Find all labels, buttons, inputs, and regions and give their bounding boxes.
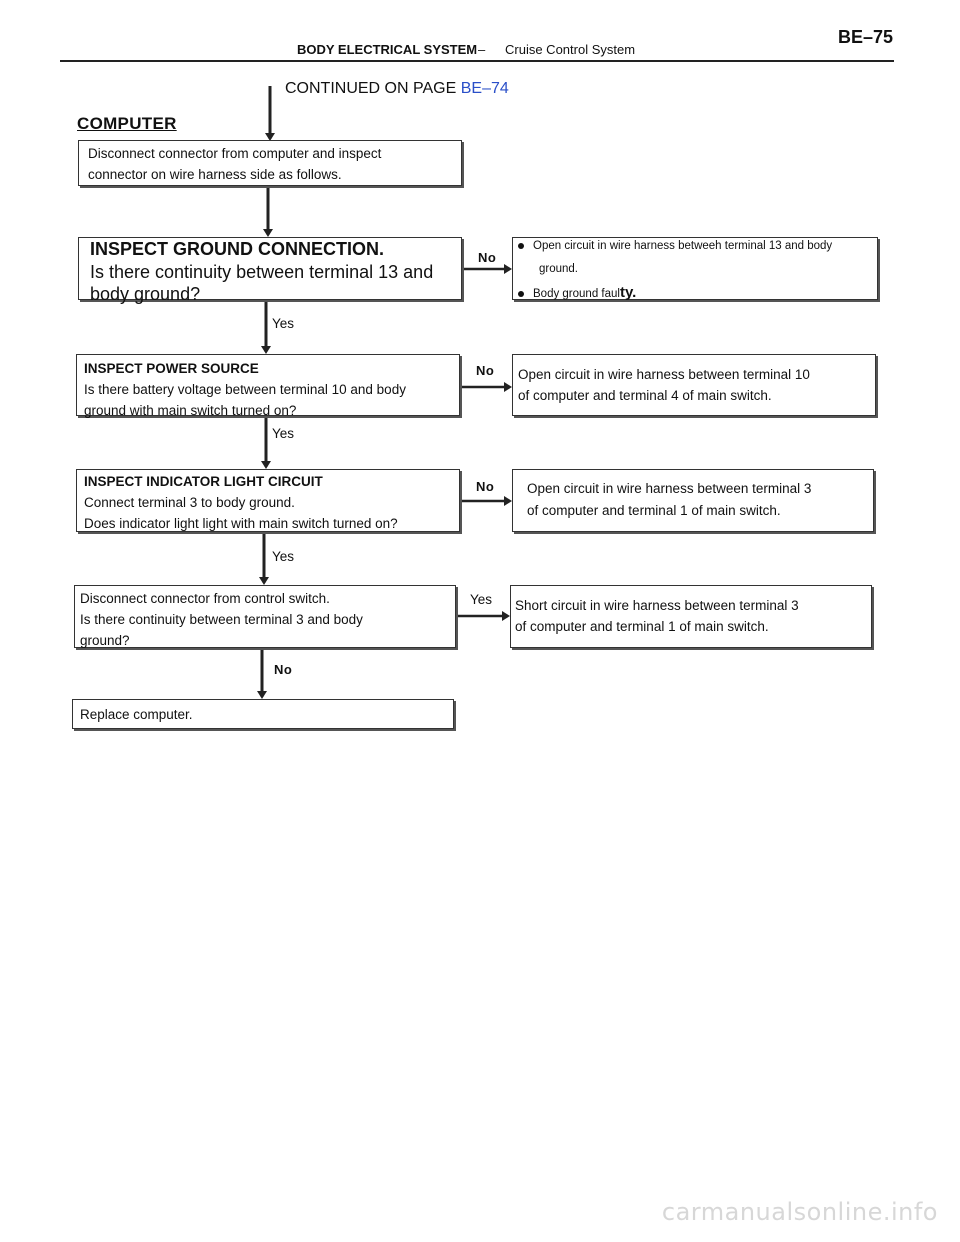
- header-section-title: BODY ELECTRICAL SYSTEM: [297, 42, 478, 57]
- step-indicator-line2: Does indicator light light with main switch turned on?: [84, 516, 398, 531]
- step-control-line3: ground?: [80, 633, 130, 648]
- continued-page-link[interactable]: BE–74: [460, 80, 509, 97]
- label-no-ground: No: [478, 250, 497, 265]
- bullet-dot-icon: [518, 243, 524, 249]
- step-indicator-line1: Connect terminal 3 to body ground.: [84, 495, 295, 510]
- header-separator: –: [478, 42, 486, 57]
- label-no-control: No: [274, 662, 293, 677]
- section-title: COMPUTER: [77, 114, 177, 133]
- label-no-indicator: No: [476, 479, 495, 494]
- header-subsection: Cruise Control System: [505, 42, 636, 57]
- result-ground-bullet2-text-a: Body ground faul: [533, 288, 620, 300]
- step-replace-line1: Replace computer.: [80, 707, 193, 722]
- result-indicator-line2: of computer and terminal 1 of main switch.: [527, 503, 781, 518]
- label-yes-ground: Yes: [272, 316, 295, 331]
- label-no-power: No: [476, 363, 495, 378]
- bullet-dot-icon: [518, 291, 524, 297]
- step-control-line2: Is there continuity between terminal 3 and body: [80, 612, 363, 627]
- result-ground-bullet1-text: Open circuit in wire harness betweeh terminal 13 and body: [533, 240, 833, 252]
- step-indicator-title: INSPECT INDICATOR LIGHT CIRCUIT: [84, 474, 323, 489]
- continued-note: [285, 80, 509, 98]
- result-power-line2: of computer and terminal 4 of main switch.: [518, 388, 772, 403]
- label-yes-indicator: Yes: [272, 549, 295, 564]
- step-disconnect-line2: connector on wire harness side as follows.: [88, 167, 342, 182]
- step-ground-line1: Is there continuity between terminal 13 and: [90, 262, 434, 282]
- step-ground-line2: body ground?: [90, 284, 201, 304]
- page-number: BE–75: [838, 27, 894, 47]
- result-ground-bullet2: [518, 284, 636, 301]
- step-disconnect-line1: Disconnect connector from computer and inspect: [88, 146, 382, 161]
- step-ground-title: INSPECT GROUND CONNECTION.: [90, 239, 385, 259]
- result-indicator-line1: Open circuit in wire harness between terminal 3: [527, 481, 812, 496]
- label-yes-control: Yes: [470, 592, 493, 607]
- watermark: carmanualsonline.info: [661, 1198, 938, 1226]
- result-short-line2: of computer and terminal 1 of main switch.: [515, 619, 769, 634]
- result-ground-bullet1-cont: ground.: [539, 263, 579, 275]
- result-short-line1: Short circuit in wire harness between terminal 3: [515, 598, 799, 613]
- continued-prefix: CONTINUED ON PAGE: [285, 80, 461, 97]
- step-power-title: INSPECT POWER SOURCE: [84, 361, 259, 376]
- result-ground-bullet1: [518, 240, 832, 252]
- result-ground-bullet2-text-b: ty.: [619, 284, 637, 301]
- result-power-line1: Open circuit in wire harness between terminal 10: [518, 367, 810, 382]
- step-power-line1: Is there battery voltage between terminal 10 and body: [84, 382, 406, 397]
- step-power-line2: ground with main switch turned on?: [84, 403, 297, 418]
- label-yes-power: Yes: [272, 426, 295, 441]
- step-control-line1: Disconnect connector from control switch.: [80, 591, 330, 606]
